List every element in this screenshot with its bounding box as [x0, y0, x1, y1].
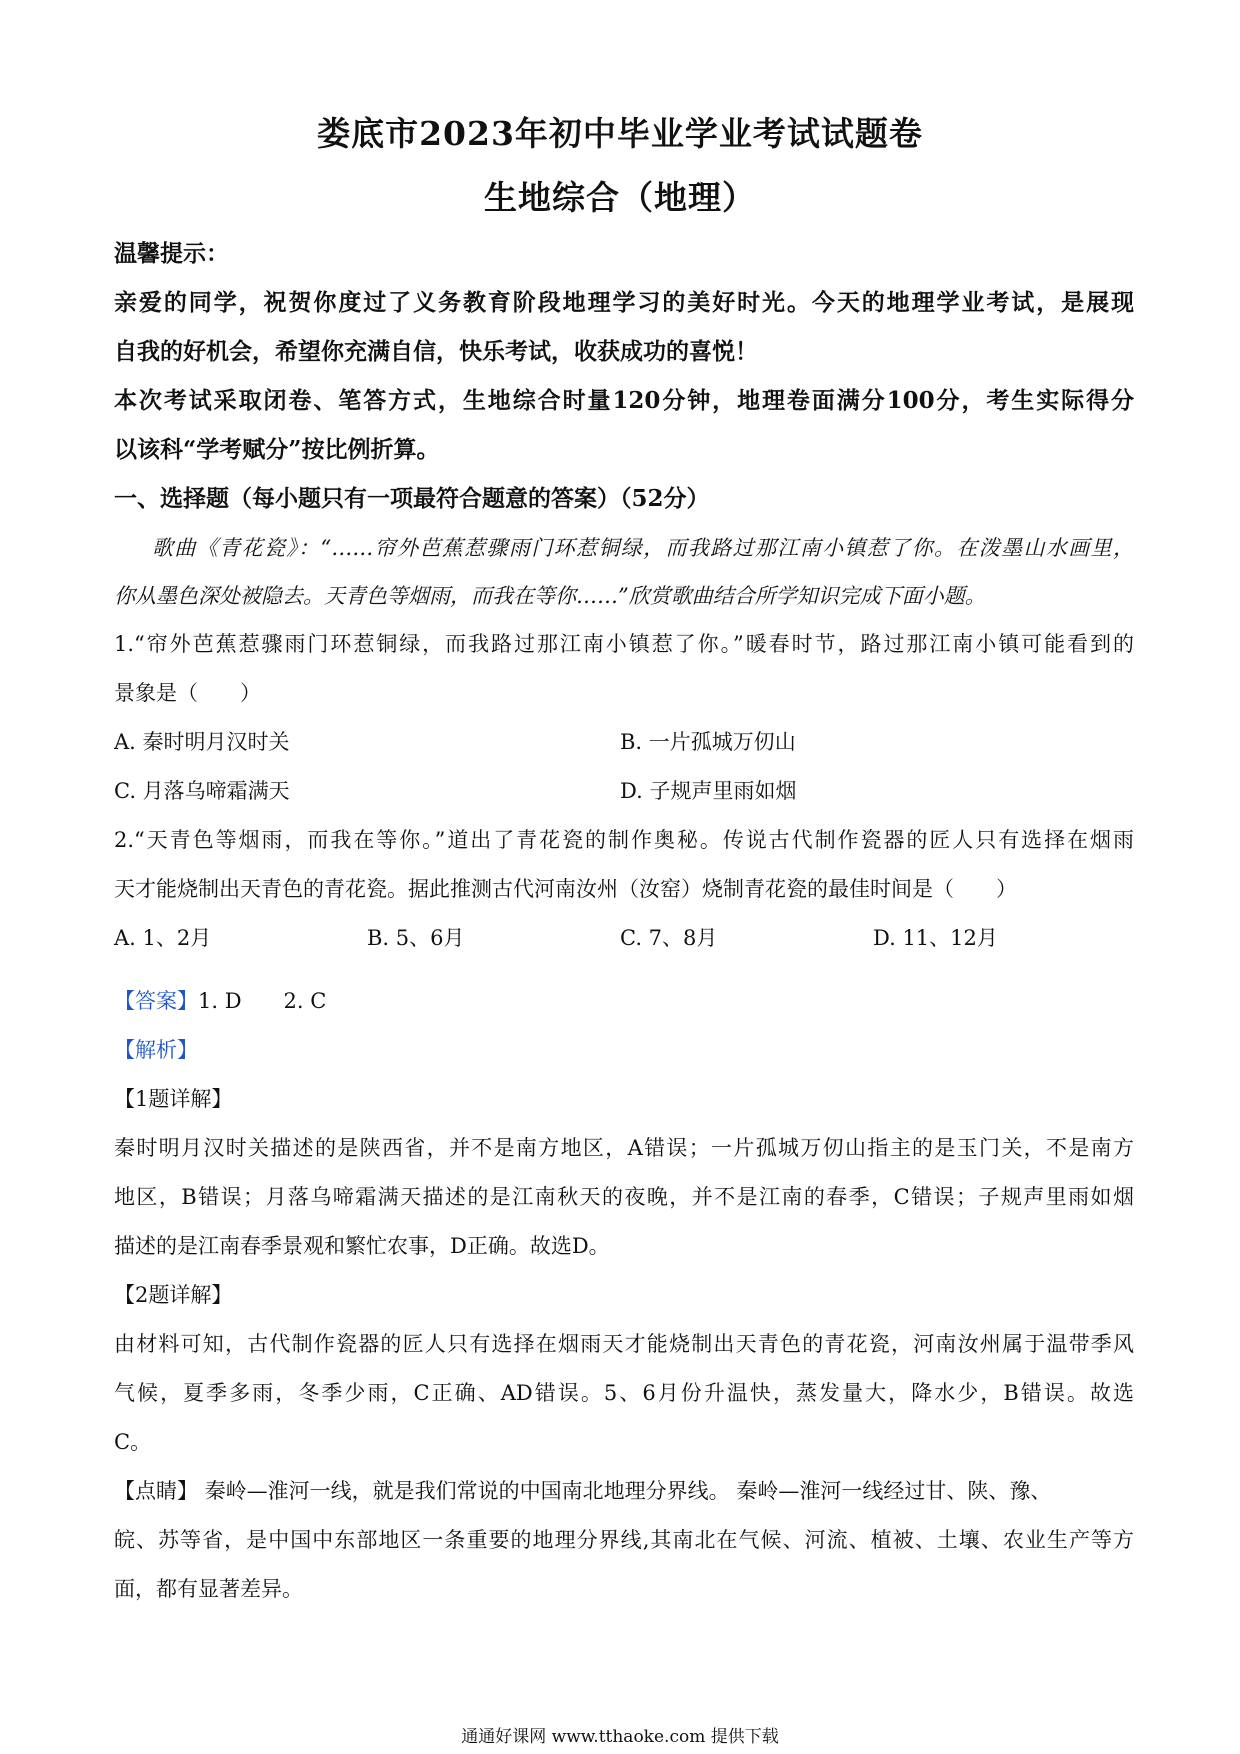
material-line1: 歌曲《青花瓷》：“……帘外芭蕉惹骤雨门环惹铜绿，而我路过那江南小镇惹了你。在泼墨山水画里，	[152, 536, 1134, 560]
q1-stem-line1: 1.“帘外芭蕉惹骤雨门环惹铜绿，而我路过那江南小镇惹了你。”暖春时节，路过那江南小镇可能看到的	[114, 632, 1134, 656]
tip-line2: 皖、苏等省，是中国中东部地区一条重要的地理分界线,其南北在气候、河流、植被、土壤、农业生产等方	[114, 1528, 1134, 1552]
notice-p1-line1: 亲爱的同学，祝贺你度过了义务教育阶段地理学习的美好时光。今天的地理学业考试，是展现	[114, 289, 1134, 316]
q1-stem-line2: 景象是（ ）	[114, 681, 261, 705]
detail2-label: 【2题详解】	[114, 1283, 233, 1307]
q1-option-a: A. 秦时明月汉时关	[114, 730, 290, 754]
q2-stem-line2: 天才能烧制出天青色的青花瓷。据此推测古代河南汝州（汝窑）烧制青花瓷的最佳时间是（ ）	[114, 877, 1017, 901]
q2-option-a: A. 1、2月	[114, 926, 212, 950]
page-subtitle: 生地综合（地理）	[484, 178, 756, 217]
q2-stem-line1: 2.“天青色等烟雨，而我在等你。”道出了青花瓷的制作奥秘。传说古代制作瓷器的匠人只有选择在烟雨	[114, 828, 1134, 852]
q2-option-b: B. 5、6月	[367, 926, 465, 950]
section-heading: 一、选择题（每小题只有一项最符合题意的答案）（52分）	[114, 485, 710, 512]
notice-p2-line2: 以该科“学考赋分”按比例折算。	[114, 436, 440, 463]
answer-label: 【答案】	[114, 989, 198, 1013]
analysis-label: 【解析】	[114, 1038, 198, 1062]
detail1-line1: 秦时明月汉时关描述的是陕西省，并不是南方地区，A错误；一片孤城万仞山指主的是玉门关，不是南方	[114, 1136, 1134, 1160]
q1-option-d: D. 子规声里雨如烟	[620, 779, 797, 803]
detail1-label: 【1题详解】	[114, 1087, 233, 1111]
q1-option-b: B. 一片孤城万仞山	[620, 730, 796, 754]
tip-text: 秦岭—淮河一线，就是我们常说的中国南北地理分界线。 秦岭—淮河一线经过甘、陕、豫、	[198, 1479, 1052, 1503]
detail2-line1: 由材料可知，古代制作瓷器的匠人只有选择在烟雨天才能烧制出天青色的青花瓷，河南汝州属于温带季风	[114, 1332, 1134, 1356]
detail1-line2: 地区，B错误；月落乌啼霜满天描述的是江南秋天的夜晚，并不是江南的春季，C错误；子规声里雨如烟	[114, 1185, 1134, 1209]
detail2-line3: C。	[114, 1430, 152, 1454]
notice-p2-line1: 本次考试采取闭卷、笔答方式，生地综合时量120分钟，地理卷面满分100分，考生实际得分	[114, 387, 1134, 414]
answer-values: 1. D 2. C	[198, 989, 327, 1013]
q2-option-d: D. 11、12月	[873, 926, 998, 950]
page-title: 娄底市2023年初中毕业学业考试试题卷	[317, 114, 923, 153]
tip-line1	[114, 1475, 1134, 1505]
page-footer: 通通好课网 www.tthaoke.com 提供下载	[461, 1727, 779, 1747]
tip-label: 【点睛】	[114, 1479, 198, 1503]
material-line2: 你从墨色深处被隐去。天青色等烟雨，而我在等你……”欣赏歌曲结合所学知识完成下面小题。	[114, 584, 986, 608]
answer-row	[114, 985, 326, 1015]
q2-option-c: C. 7、8月	[620, 926, 718, 950]
notice-heading: 温馨提示：	[114, 240, 229, 267]
tip-line3: 面，都有显著差异。	[114, 1577, 303, 1601]
notice-p1-line2: 自我的好机会，希望你充满自信，快乐考试，收获成功的喜悦！	[114, 338, 758, 365]
detail2-line2: 气候，夏季多雨，冬季少雨，C正确、AD错误。5、6月份升温快，蒸发量大，降水少，B错误。故选	[114, 1381, 1134, 1405]
detail1-line3: 描述的是江南春季景观和繁忙农事，D正确。故选D。	[114, 1234, 610, 1258]
q1-option-c: C. 月落乌啼霜满天	[114, 779, 290, 803]
